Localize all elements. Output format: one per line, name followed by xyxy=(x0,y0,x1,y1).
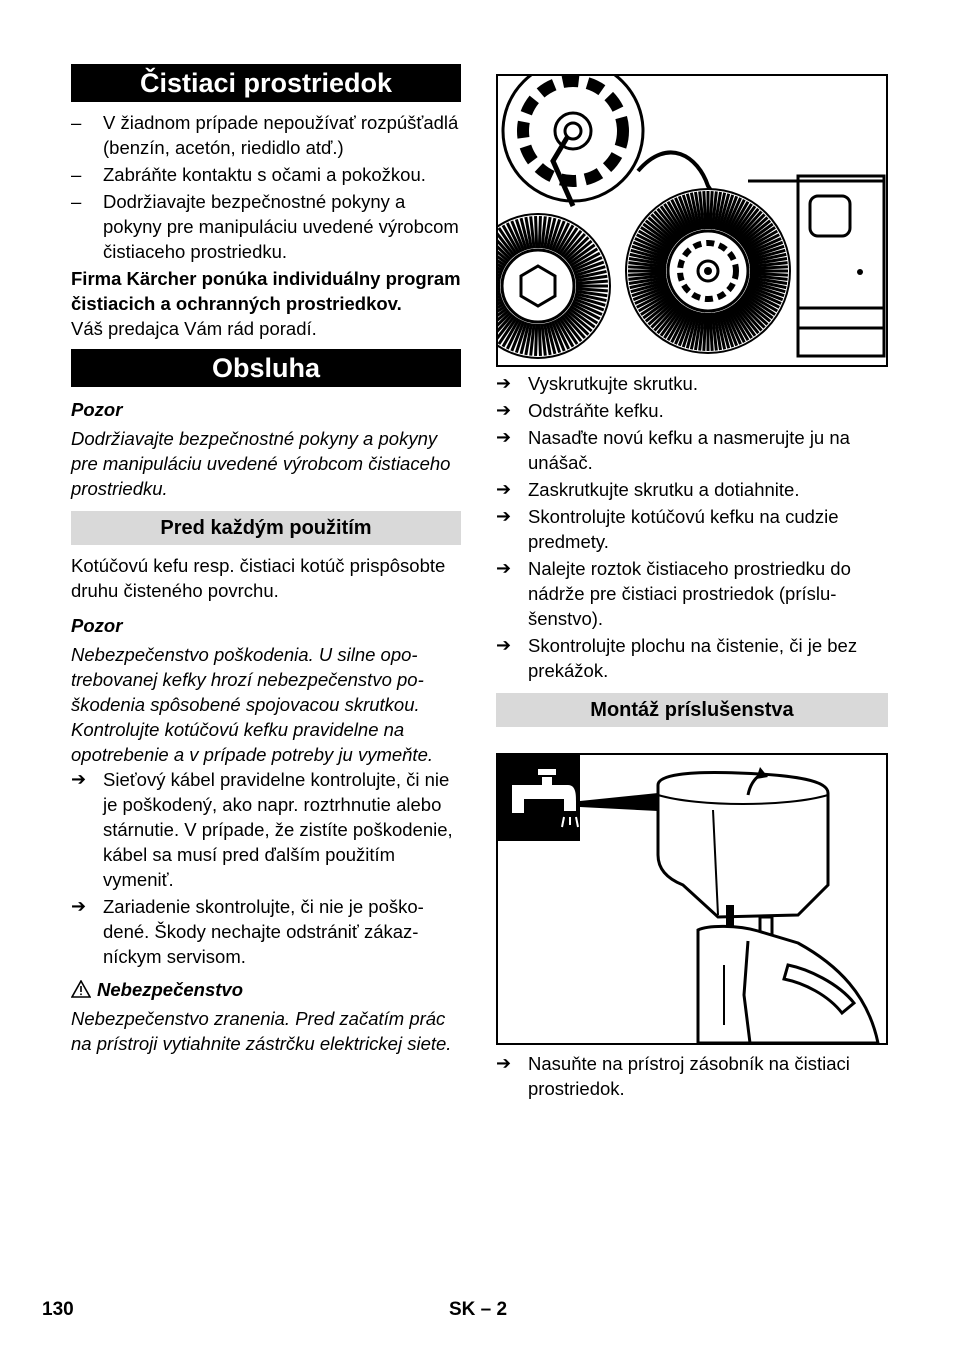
arrow-bullet-icon: ➔ xyxy=(496,479,512,499)
list-item: ➔ Skontrolujte plochu na čistenie, či je bez prekážok. xyxy=(496,635,858,681)
list-item: ➔ Zaskrutkujte skrutku a dotiahnite. xyxy=(496,479,800,500)
list-item: ➔ Nasaďte novú kefku a nasmerujte ju na unášač. xyxy=(496,427,850,473)
accessory-steps xyxy=(496,1051,888,1101)
arrow-bullet-icon: ➔ xyxy=(496,1053,512,1073)
heading-before-each-use: Pred každým použitím xyxy=(71,511,461,545)
caution-label: Pozor xyxy=(71,399,123,420)
heading-accessory-mounting: Montáž príslušenstva xyxy=(496,693,888,727)
heading-cleaning-agent: Čistiaci prostriedok xyxy=(71,64,461,102)
list-item: ➔ Odstráňte kefku. xyxy=(496,400,664,421)
heading-operation: Obsluha xyxy=(71,349,461,387)
list-item: ➔ Sieťový kábel pravidelne kontrolujte, či nie je poškodený, ako napr. roztrhnutie alebo stárnutie. V prípade, že zistíte poškodenie, kábel sa musí pred ďalším použitím vymeniť. xyxy=(71,769,453,890)
arrow-bullet-icon: ➔ xyxy=(496,558,512,578)
arrow-bullet-icon: ➔ xyxy=(496,400,512,420)
right-column xyxy=(496,74,888,1103)
tank-illustration-svg xyxy=(498,755,886,1043)
arrow-bullet-icon: ➔ xyxy=(496,373,512,393)
caution-text: Dodržiavajte bezpečnostné pokyny a pokyny pre manipuláciu uvedené výrobcom čistiaceho prostriedku. xyxy=(71,428,451,499)
list-item: – V žiadnom prípade nepoužívať rozpúšťadlá (benzín, acetón, riedidlo atď.) xyxy=(71,112,459,158)
dash-bullet: – xyxy=(71,164,82,185)
list-item: ➔ Nalejte roztok čistiaceho prostriedku do nádrže pre čistiaci prostriedok (príslušenstvo). xyxy=(496,558,851,629)
second-brush xyxy=(498,214,610,358)
page-number: 130 xyxy=(42,1299,74,1320)
arrow-bullet-icon: ➔ xyxy=(496,427,512,447)
caution-label-2: Pozor xyxy=(71,615,123,636)
list-item: – Dodržiavajte bezpečnostné pokyny a pokyny pre manipuláciu uvedené výrobcom čistiaceho prostriedku. xyxy=(71,191,459,262)
karcher-program-note: Firma Kärcher ponúka individuálny program čistiacich a ochranných prostriedkov. xyxy=(71,268,461,314)
list-item: ➔ Vyskrutkujte skrutku. xyxy=(496,373,698,394)
list-item: ➔ Skontrolujte kotúčovú kefku na cudzie predmety. xyxy=(496,506,839,552)
arrow-bullet-icon: ➔ xyxy=(496,635,512,655)
brush-replacement-illustration xyxy=(496,74,888,367)
before-use-text: Kotúčovú kefu resp. čistiaci kotúč prispôsobte druhu čisteného povrchu. xyxy=(71,555,446,601)
check-steps xyxy=(71,767,461,969)
warning-triangle-icon xyxy=(71,980,91,998)
brush-steps xyxy=(496,371,888,683)
dash-bullet: – xyxy=(71,191,82,212)
language-page-label: SK – 2 xyxy=(449,1299,508,1320)
arrow-bullet-icon: ➔ xyxy=(496,506,512,526)
list-item: ➔ Nasuňte na prístroj zásobník na čistiaci prostriedok. xyxy=(496,1053,850,1099)
detergent-tank-illustration xyxy=(496,753,888,1045)
arrow-bullet-icon: ➔ xyxy=(71,769,87,789)
caution-text-2: Nebezpečenstvo poškodenia. U silne opotrebovanej kefky hrozí nebezpečenstvo poškodenia spôsobené spojovacou skrutkou. Kontrolujte kotúčovú kefku pravidelne na opotrebenie a v prípade potreby ju vymeňte. xyxy=(71,644,434,765)
cleaning-list xyxy=(71,110,461,264)
danger-text: Nebezpečenstvo zranenia. Pred začatím prác na prístroji vytiahnite zástrčku elektrickej siete. xyxy=(71,1008,452,1054)
left-column xyxy=(71,64,461,1060)
brush-illustration-svg xyxy=(498,76,886,365)
danger-label: Nebezpečenstvo xyxy=(71,977,461,1002)
dealer-note: Váš predajca Vám rád poradí. xyxy=(71,318,317,339)
list-item: ➔ Zariadenie skontrolujte, či nie je poškodené. Škody nechajte odstrániť zákazníckym servisom. xyxy=(71,896,424,967)
arrow-bullet-icon: ➔ xyxy=(71,896,87,916)
list-item: – Zabráňte kontaktu s očami a pokožkou. xyxy=(71,164,426,185)
detail-magnifier xyxy=(503,76,643,206)
dash-bullet: – xyxy=(71,112,82,133)
disc-brush xyxy=(626,189,790,353)
